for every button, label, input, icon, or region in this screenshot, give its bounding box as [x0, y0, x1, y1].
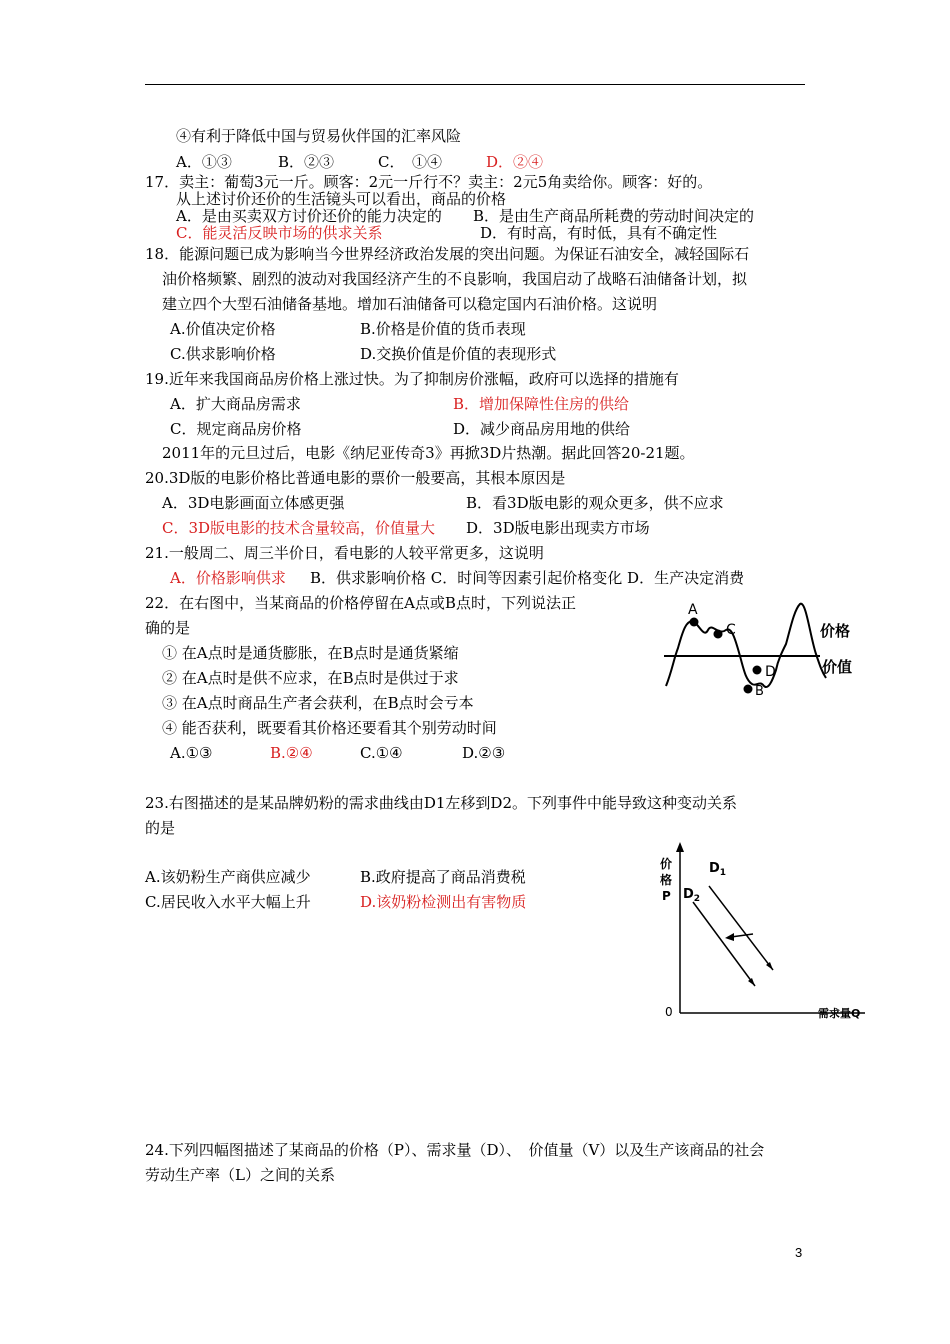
- q23-option-a: A.该奶粉生产商供应减少: [145, 868, 311, 886]
- q19-stem: 19.近年来我国商品房价格上涨过快。为了抑制房价涨幅，政府可以选择的措施有: [145, 370, 679, 388]
- q22-option-d: D.②③: [462, 744, 506, 762]
- shift-arrow: [731, 934, 753, 937]
- q16-option-b: B．②③: [278, 153, 335, 171]
- q22-item2: ② 在A点时是供不应求，在B点时是供过于求: [162, 669, 459, 687]
- y-label-3: P: [662, 889, 671, 903]
- q22-option-a: A.①③: [170, 744, 213, 762]
- q20-option-b: B．看3D版电影的观众更多，供不应求: [466, 494, 724, 512]
- q23-option-b: B.政府提高了商品消费税: [360, 868, 526, 886]
- q19-option-c: C．规定商品房价格: [170, 420, 302, 438]
- curve-d2: [693, 902, 755, 986]
- q24-line1: 24.下列四幅图描述了某商品的价格（P）、需求量（D）、 价值量（V）以及生产该商品的社会: [145, 1141, 765, 1159]
- q18-line3: 建立四个大型石油储备基地。增加石油储备可以稳定国内石油价格。这说明: [162, 295, 658, 313]
- q19-option-d: D．减少商品房用地的供给: [453, 420, 631, 438]
- label-d2: $D_2$: [683, 887, 701, 904]
- q23-line2: 的是: [145, 819, 176, 837]
- label-c: C: [726, 622, 736, 638]
- q22-item1: ① 在A点时是通货膨胀，在B点时是通货紧缩: [162, 644, 459, 662]
- q21-stem: 21.一般周二、周三半价日，看电影的人较平常更多，这说明: [145, 544, 544, 562]
- q18-line2: 油价格频繁、剧烈的波动对我国经济产生的不良影响，我国启动了战略石油储备计划，拟: [162, 270, 748, 288]
- point-d: [753, 666, 762, 675]
- q24-line2: 劳动生产率（L）之间的关系: [145, 1166, 335, 1184]
- y-label-1: 价: [660, 857, 673, 871]
- point-c: [714, 630, 723, 639]
- q22-option-c: C.①④: [360, 744, 403, 762]
- q22-item4: ④ 能否获利，既要看其价格还要看其个别劳动时间: [162, 719, 497, 737]
- q22-line2: 确的是: [145, 619, 191, 637]
- point-b: [744, 685, 753, 694]
- q17-option-d: D．有时高，有时低，具有不确定性: [480, 224, 718, 242]
- q23-option-c: C.居民收入水平大幅上升: [145, 893, 311, 911]
- q17-stem2: 从上述讨价还价的生活镜头可以看出，商品的价格: [176, 190, 507, 208]
- q18-option-c: C.供求影响价格: [170, 345, 276, 363]
- q16-item4: ④有利于降低中国与贸易伙伴国的汇率风险: [176, 127, 462, 145]
- q18-option-a: A.价值决定价格: [170, 320, 276, 338]
- q17-stem: 17．卖主：葡萄3元一斤。顾客：2元一斤行不？卖主：2元5角卖给你。顾客：好的。: [145, 173, 713, 191]
- q16-option-a: A．①③: [176, 153, 232, 171]
- intro-20-21: 2011年的元旦过后，电影《纳尼亚传奇3》再掀3D片热潮。据此回答20-21题。: [162, 444, 695, 462]
- header-rule: [145, 84, 805, 85]
- q17-option-b: B．是由生产商品所耗费的劳动时间决定的: [473, 207, 755, 225]
- point-a: [690, 618, 699, 627]
- q23-option-d-answer: D.该奶粉检测出有害物质: [360, 893, 527, 911]
- price-value-graph: [660, 596, 870, 706]
- q20-option-d: D．3D版电影出现卖方市场: [466, 519, 650, 537]
- page-number: 3: [795, 1245, 803, 1260]
- origin-label: 0: [665, 1005, 673, 1019]
- x-label: 需求量Q: [818, 1007, 861, 1020]
- q20-option-c-answer: C．3D版电影的技术含量较高，价值量大: [162, 519, 436, 537]
- q18-line1: 18．能源问题已成为影响当今世界经济政治发展的突出问题。为保证石油安全，减轻国际石: [145, 245, 750, 263]
- q16-option-d-answer: D．②④: [486, 153, 544, 171]
- q22-item3: ③ 在A点时商品生产者会获利，在B点时会亏本: [162, 694, 474, 712]
- label-price: 价格: [820, 622, 851, 640]
- q19-option-a: A．扩大商品房需求: [170, 395, 301, 413]
- q19-option-b-answer: B．增加保障性住房的供给: [453, 395, 630, 413]
- q21-option-a-answer: A．价格影响供求: [170, 569, 286, 587]
- y-axis-arrow: [676, 842, 684, 852]
- q20-option-a: A．3D电影画面立体感更强: [162, 494, 345, 512]
- q22-line1: 22．在右图中，当某商品的价格停留在A点或B点时，下列说法正: [145, 594, 576, 612]
- q21-options-bcd: B．供求影响价格 C．时间等因素引起价格变化 D．生产决定消费: [310, 569, 745, 587]
- q22-option-b-answer: B.②④: [270, 744, 313, 762]
- demand-curve-graph: [625, 838, 885, 1028]
- q17-option-a: A．是由买卖双方讨价还价的能力决定的: [176, 207, 442, 225]
- q20-stem: 20.3D版的电影价格比普通电影的票价一般要高，其根本原因是: [145, 469, 566, 487]
- label-b: B: [755, 684, 764, 699]
- curve-d1: [709, 886, 773, 970]
- label-d: D: [765, 664, 776, 680]
- q18-option-d: D.交换价值是价值的表现形式: [360, 345, 557, 363]
- y-label-2: 格: [660, 873, 673, 887]
- q23-line1: 23.右图描述的是某品牌奶粉的需求曲线由D1左移到D2。下列事件中能导致这种变动关系: [145, 794, 737, 812]
- q17-option-c-answer: C．能灵活反映市场的供求关系: [176, 224, 383, 242]
- q18-option-b: B.价格是价值的货币表现: [360, 320, 526, 338]
- label-value: 价值: [822, 658, 853, 676]
- label-a: A: [688, 602, 698, 618]
- q16-option-c: C． ①④: [378, 153, 442, 171]
- label-d1: $D_1$: [709, 861, 727, 878]
